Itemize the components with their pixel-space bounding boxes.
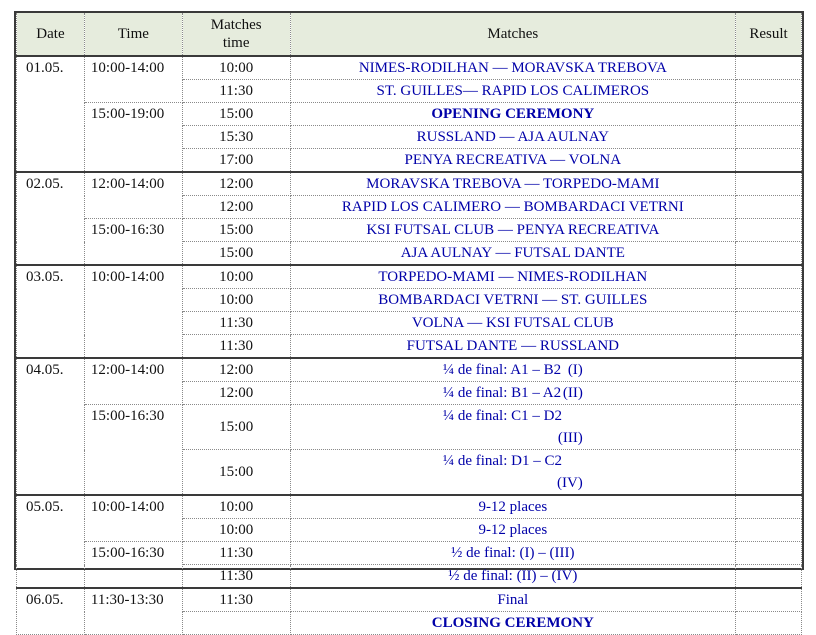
knockout-tag: (I) — [567, 362, 583, 378]
match-time-cell: 15:00 — [182, 219, 290, 242]
match-cell: PENYA RECREATIVA — VOLNA — [290, 149, 736, 173]
time-slot-cell: 15:00-16:30 — [84, 542, 182, 589]
table-row — [17, 56, 802, 80]
date-cell: 06.05. — [17, 588, 85, 635]
match-time-cell: 11:30 — [182, 80, 290, 103]
match-time-cell — [182, 612, 290, 635]
result-cell — [736, 612, 802, 635]
match-cell — [290, 450, 736, 496]
match-time-cell: 15:00 — [182, 450, 290, 496]
match-time-cell: 11:30 — [182, 565, 290, 589]
match-cell: Final — [290, 588, 736, 612]
match-time-cell: 15:30 — [182, 126, 290, 149]
result-cell — [736, 335, 802, 359]
date-cell: 01.05. — [17, 56, 85, 172]
header-result: Result — [736, 13, 802, 56]
match-time-cell: 12:00 — [182, 196, 290, 219]
knockout-label — [443, 405, 583, 449]
knockout-label — [443, 359, 583, 381]
knockout-label — [443, 450, 583, 494]
result-cell — [736, 312, 802, 335]
match-cell: CLOSING CEREMONY — [290, 612, 736, 635]
match-time-cell: 10:00 — [182, 289, 290, 312]
time-slot-cell: 15:00-16:30 — [84, 219, 182, 266]
result-cell — [736, 242, 802, 266]
result-cell — [736, 588, 802, 612]
result-cell — [736, 56, 802, 80]
match-cell — [290, 405, 736, 450]
result-cell — [736, 542, 802, 565]
knockout-tag: (II) — [562, 385, 583, 401]
match-cell: MORAVSKA TREBOVA — TORPEDO-MAMI — [290, 172, 736, 196]
header-matches-time-line2: time — [222, 35, 250, 51]
table-row — [17, 265, 802, 289]
result-cell — [736, 450, 802, 496]
match-cell: OPENING CEREMONY — [290, 103, 736, 126]
table-row — [17, 219, 802, 242]
time-slot-cell: 10:00-14:00 — [84, 265, 182, 358]
match-time-cell: 12:00 — [182, 358, 290, 382]
match-time-cell: 17:00 — [182, 149, 290, 173]
match-cell: ST. GUILLES— RAPID LOS CALIMEROS — [290, 80, 736, 103]
time-slot-cell: 15:00-19:00 — [84, 103, 182, 173]
result-cell — [736, 103, 802, 126]
match-time-cell: 11:30 — [182, 588, 290, 612]
match-time-cell: 15:00 — [182, 242, 290, 266]
result-cell — [736, 219, 802, 242]
match-cell: 9-12 places — [290, 519, 736, 542]
result-cell — [736, 289, 802, 312]
match-cell — [290, 382, 736, 405]
match-cell: ½ de final: (I) – (III) — [290, 542, 736, 565]
match-cell: BOMBARDACI VETRNI — ST. GUILLES — [290, 289, 736, 312]
match-time-cell: 11:30 — [182, 542, 290, 565]
date-cell: 03.05. — [17, 265, 85, 358]
time-slot-cell: 12:00-14:00 — [84, 172, 182, 219]
match-cell: RUSSLAND — AJA AULNAY — [290, 126, 736, 149]
table-row — [17, 588, 802, 612]
header-date: Date — [17, 13, 85, 56]
date-cell: 05.05. — [17, 495, 85, 588]
result-cell — [736, 519, 802, 542]
knockout-pairing: ¼ de final: B1 – A2 — [442, 385, 562, 401]
match-cell: ½ de final: (II) – (IV) — [290, 565, 736, 589]
table-row — [17, 495, 802, 519]
header-matches: Matches — [290, 13, 736, 56]
time-slot-cell: 10:00-14:00 — [84, 495, 182, 542]
header-time: Time — [84, 13, 182, 56]
time-slot-cell: 15:00-16:30 — [84, 405, 182, 496]
knockout-tag: (III) — [557, 430, 583, 446]
knockout-pairing: ¼ de final: A1 – B2 — [442, 362, 562, 378]
result-cell — [736, 358, 802, 382]
result-cell — [736, 405, 802, 450]
knockout-pairing: ¼ de final: D1 – C2 — [442, 453, 562, 469]
match-time-cell: 15:00 — [182, 405, 290, 450]
match-time-cell: 10:00 — [182, 495, 290, 519]
match-time-cell: 10:00 — [182, 265, 290, 289]
match-time-cell: 11:30 — [182, 312, 290, 335]
time-slot-cell: 11:30-13:30 — [84, 588, 182, 635]
table-row — [17, 542, 802, 565]
match-time-cell: 12:00 — [182, 172, 290, 196]
table-row — [17, 103, 802, 126]
date-cell: 04.05. — [17, 358, 85, 495]
table-row — [17, 405, 802, 450]
schedule-table — [16, 13, 802, 635]
result-cell — [736, 382, 802, 405]
result-cell — [736, 265, 802, 289]
match-cell: TORPEDO-MAMI — NIMES-RODILHAN — [290, 265, 736, 289]
match-time-cell: 10:00 — [182, 56, 290, 80]
match-cell: NIMES-RODILHAN — MORAVSKA TREBOVA — [290, 56, 736, 80]
match-time-cell: 12:00 — [182, 382, 290, 405]
match-cell: RAPID LOS CALIMERO — BOMBARDACI VETRNI — [290, 196, 736, 219]
result-cell — [736, 172, 802, 196]
result-cell — [736, 126, 802, 149]
header-row — [17, 13, 802, 56]
result-cell — [736, 149, 802, 173]
schedule-table-frame — [14, 11, 804, 631]
result-cell — [736, 495, 802, 519]
header-matches-time-line1: Matches — [210, 17, 262, 33]
match-cell: AJA AULNAY — FUTSAL DANTE — [290, 242, 736, 266]
date-cell: 02.05. — [17, 172, 85, 265]
knockout-pairing: ¼ de final: C1 – D2 — [442, 408, 562, 424]
table-row — [17, 358, 802, 382]
knockout-tag: (IV) — [556, 475, 583, 491]
result-cell — [736, 196, 802, 219]
match-cell: 9-12 places — [290, 495, 736, 519]
match-time-cell: 11:30 — [182, 335, 290, 359]
result-cell — [736, 565, 802, 589]
match-cell: VOLNA — KSI FUTSAL CLUB — [290, 312, 736, 335]
knockout-label — [443, 382, 583, 404]
match-cell — [290, 358, 736, 382]
table-row — [17, 172, 802, 196]
time-slot-cell: 12:00-14:00 — [84, 358, 182, 405]
match-cell: KSI FUTSAL CLUB — PENYA RECREATIVA — [290, 219, 736, 242]
time-slot-cell: 10:00-14:00 — [84, 56, 182, 103]
match-time-cell: 15:00 — [182, 103, 290, 126]
match-time-cell: 10:00 — [182, 519, 290, 542]
header-matches-time — [182, 13, 290, 56]
match-cell: FUTSAL DANTE — RUSSLAND — [290, 335, 736, 359]
result-cell — [736, 80, 802, 103]
